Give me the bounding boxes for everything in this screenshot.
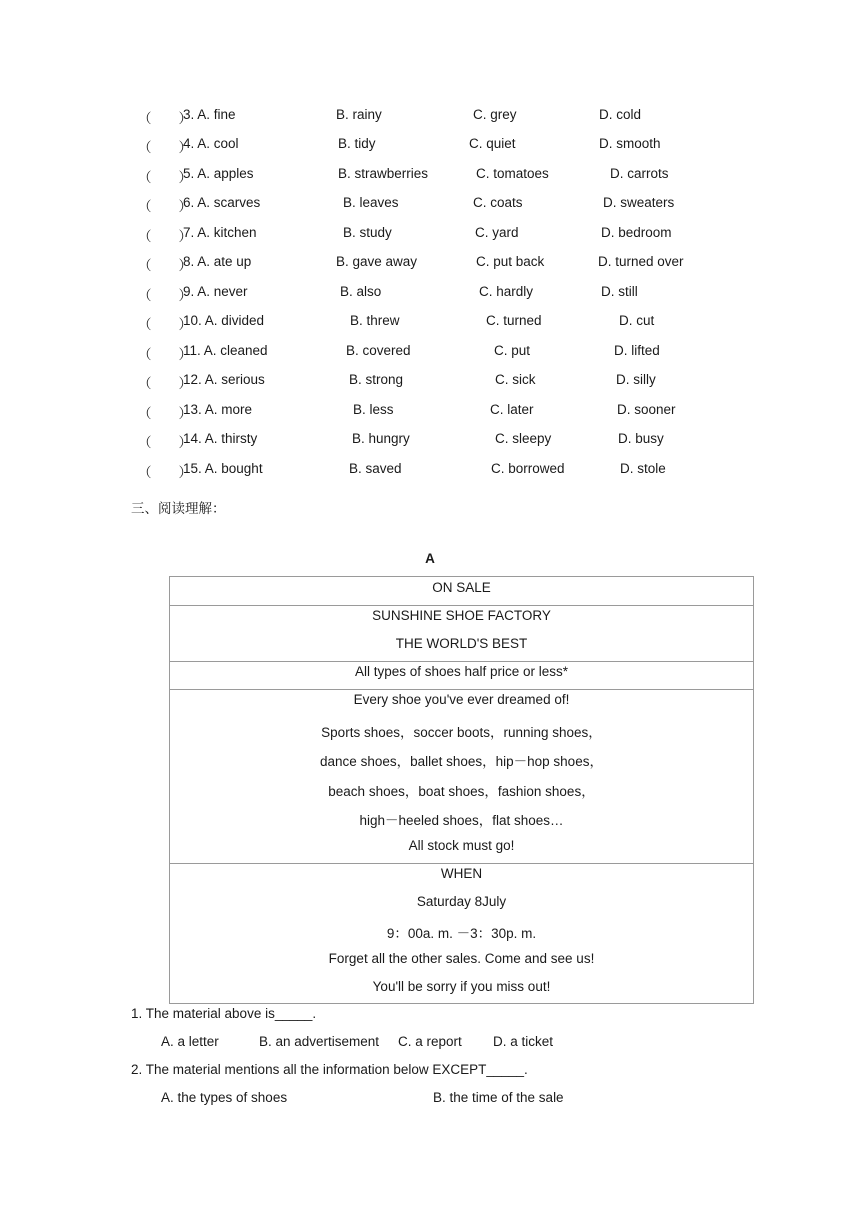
mcq-row-10 — [0, 313, 860, 333]
question-1-option-a: A. a letter — [161, 1034, 219, 1049]
ad-worlds-best: THE WORLD'S BEST — [395, 636, 528, 651]
ad-row-half-price — [170, 662, 753, 690]
option-a: 14. A. thirsty — [183, 431, 258, 446]
ad-dreamed: Every shoe you've ever dreamed of! — [353, 692, 570, 707]
option-d: D. still — [601, 284, 638, 299]
answer-blank: （ ） — [138, 465, 192, 480]
option-d: D. sooner — [617, 402, 676, 417]
mcq-row-3 — [0, 107, 860, 127]
option-b: B. tidy — [338, 136, 376, 151]
option-a: 9. A. never — [183, 284, 248, 299]
answer-blank: （ ） — [138, 347, 192, 362]
ad-all-stock: All stock must go! — [408, 838, 515, 853]
option-a: 15. A. bought — [183, 461, 263, 476]
ad-forget: Forget all the other sales. Come and see us! — [328, 951, 595, 966]
option-d: D. stole — [620, 461, 666, 476]
answer-blank: （ ） — [138, 229, 192, 244]
option-b: B. also — [340, 284, 382, 299]
option-d: D. cut — [619, 313, 655, 328]
option-c: C. sleepy — [495, 431, 552, 446]
option-a: 12. A. serious — [183, 372, 265, 387]
option-c: C. later — [490, 402, 534, 417]
passage-letter: A — [425, 551, 435, 566]
option-c: C. sick — [495, 372, 536, 387]
answer-blank: （ ） — [138, 406, 192, 421]
ad-half-price: All types of shoes half price or less* — [354, 664, 569, 679]
option-c: C. turned — [486, 313, 542, 328]
option-a: 4. A. cool — [183, 136, 239, 151]
ad-row-factory — [170, 606, 753, 662]
option-a: 7. A. kitchen — [183, 225, 257, 240]
ad-row-on-sale — [170, 577, 753, 606]
option-d: D. smooth — [599, 136, 661, 151]
ad-on-sale: ON SALE — [432, 580, 491, 595]
answer-blank: （ ） — [138, 111, 192, 126]
option-b: B. covered — [346, 343, 411, 358]
mcq-row-15 — [0, 461, 860, 481]
answer-blank: （ ） — [138, 140, 192, 155]
option-a: 10. A. divided — [183, 313, 265, 328]
option-c: C. quiet — [469, 136, 516, 151]
mcq-row-4 — [0, 136, 860, 156]
ad-date: Saturday 8July — [416, 894, 507, 909]
option-a: 5. A. apples — [183, 166, 254, 181]
answer-blank: （ ） — [138, 199, 192, 214]
option-a: 3. A. fine — [183, 107, 236, 122]
option-d: D. busy — [618, 431, 664, 446]
ad-types-line-4: high－heeled shoes，flat shoes… — [359, 813, 564, 828]
option-c: C. tomatoes — [476, 166, 549, 181]
option-d: D. carrots — [610, 166, 669, 181]
option-b: B. study — [343, 225, 392, 240]
mcq-row-9 — [0, 284, 860, 304]
option-c: C. grey — [473, 107, 517, 122]
ad-row-when — [170, 864, 753, 1005]
option-b: B. leaves — [343, 195, 399, 210]
option-a: 11. A. cleaned — [183, 343, 268, 358]
option-b: B. less — [353, 402, 394, 417]
sale-advertisement-table — [169, 576, 754, 1004]
option-c: C. hardly — [479, 284, 534, 299]
answer-blank: （ ） — [138, 435, 192, 450]
mcq-row-8 — [0, 254, 860, 274]
mcq-row-7 — [0, 225, 860, 245]
ad-sorry: You'll be sorry if you miss out! — [372, 979, 551, 994]
answer-blank: （ ） — [138, 170, 192, 185]
mcq-row-11 — [0, 343, 860, 363]
question-1-option-b: B. an advertisement — [259, 1034, 380, 1049]
question-1-option-c: C. a report — [398, 1034, 462, 1049]
question-2-option-a: A. the types of shoes — [161, 1090, 288, 1105]
answer-blank: （ ） — [138, 258, 192, 273]
question-1: 1. The material above is_____. — [131, 1006, 317, 1021]
option-c: C. borrowed — [491, 461, 565, 476]
option-c: C. yard — [475, 225, 519, 240]
option-d: D. cold — [599, 107, 642, 122]
option-d: D. lifted — [614, 343, 660, 358]
ad-types-line-2: dance shoes，ballet shoes，hip－hop shoes， — [320, 754, 603, 769]
option-c: C. put back — [476, 254, 545, 269]
option-a: 13. A. more — [183, 402, 253, 417]
option-d: D. sweaters — [603, 195, 675, 210]
ad-row-shoe-types — [170, 690, 753, 864]
option-b: B. saved — [349, 461, 402, 476]
option-b: B. strawberries — [338, 166, 429, 181]
ad-factory-name: SUNSHINE SHOE FACTORY — [372, 608, 551, 623]
question-1-option-d: D. a ticket — [493, 1034, 554, 1049]
option-a: 6. A. scarves — [183, 195, 261, 210]
question-2: 2. The material mentions all the information below EXCEPT_____. — [131, 1062, 528, 1077]
mcq-row-6 — [0, 195, 860, 215]
mcq-row-13 — [0, 402, 860, 422]
option-b: B. strong — [349, 372, 404, 387]
ad-types-line-3: beach shoes，boat shoes，fashion shoes， — [328, 784, 595, 799]
option-d: D. turned over — [598, 254, 684, 269]
answer-blank: （ ） — [138, 288, 192, 303]
ad-when: WHEN — [440, 866, 483, 881]
option-a: 8. A. ate up — [183, 254, 252, 269]
mcq-row-5 — [0, 166, 860, 186]
ad-time: 9：00a. m. －3：30p. m. — [386, 926, 537, 941]
option-b: B. gave away — [336, 254, 418, 269]
question-2-option-b: B. the time of the sale — [433, 1090, 564, 1105]
answer-blank: （ ） — [138, 376, 192, 391]
option-c: C. coats — [473, 195, 523, 210]
option-b: B. rainy — [336, 107, 382, 122]
option-b: B. hungry — [352, 431, 410, 446]
section-heading: 三、阅读理解： — [131, 501, 226, 517]
answer-blank: （ ） — [138, 317, 192, 332]
mcq-row-12 — [0, 372, 860, 392]
option-d: D. silly — [616, 372, 656, 387]
option-d: D. bedroom — [601, 225, 672, 240]
mcq-row-14 — [0, 431, 860, 451]
option-b: B. threw — [350, 313, 400, 328]
option-c: C. put — [494, 343, 531, 358]
ad-types-line-1: Sports shoes，soccer boots，running shoes， — [321, 725, 602, 740]
